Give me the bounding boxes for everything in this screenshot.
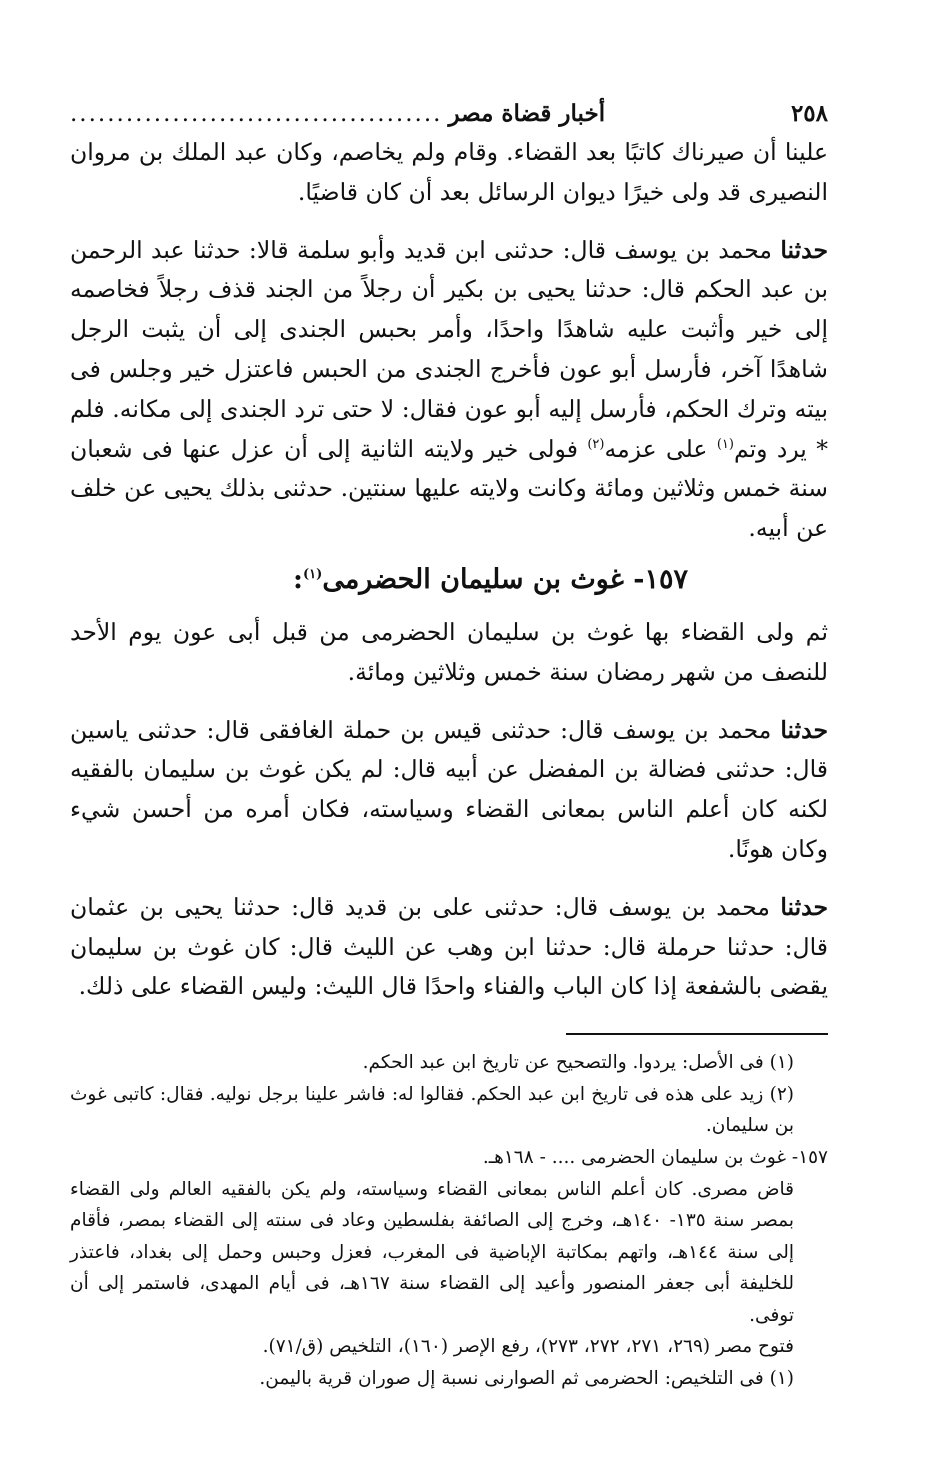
biography-sources: فتوح مصر (٢٦٩، ٢٧١، ٢٧٢، ٢٧٣)، رفع الإصر (١٦٠)، التلخيص (ق/٧١). (262, 1336, 794, 1358)
paragraph-text: محمد بن يوسف قال: حدثنى ابن قديد وأبو سلمة قالا: حدثنا عبد الرحمن بن عبد الحكم قال: حدثنا يحيى بن بكير أن رجلاً من الجند قذف رجلاً فخاصمه إلى خير وأثبت عليه شاهدًا واحدًا، وأمر بحبس الجندى إلى أن يثبت الرجل شاهدًا آخر، فأرسل أبو عون فأخرج الجندى من الحبس فاعتزل خير وجلس فى بيته وترك الحكم، فأرسل إليه أبو عون فقال: لا حتى ترد الجندى إلى مكانه. فلم * يرد وتم (70, 235, 828, 463)
paragraph-4 (70, 711, 828, 870)
footnote-1: (١) فى الأصل: يردوا. والتصحيح عن تاريخ ابن عبد الحكم. (362, 1052, 794, 1074)
paragraph-lead: حدثنا (780, 715, 828, 744)
paragraph-text: محمد بن يوسف قال: حدثنى قيس بن حملة الغافقى قال: حدثنى ياسين قال: حدثنى فضالة بن المفضل عن أبيه قال: لم يكن غوث بن سليمان بالفقيه لكنه كان أعلم الناس بمعانى القضاء وسياسته، فكان أمره من أحسن شيء وكان هونًا. (70, 715, 828, 863)
paragraph-text: ثم ولى القضاء بها غوث بن سليمان الحضرمى من قبل أبى عون يوم الأحد للنصف من شهر رمضان سنة خمس وثلاثين ومائة. (70, 617, 828, 686)
entry-heading (70, 555, 828, 605)
paragraph-2 (70, 231, 828, 549)
paragraph-lead: حدثنا (780, 235, 828, 264)
paragraph-5 (70, 888, 828, 1007)
footnote-ref-1: (١) (716, 436, 734, 452)
footnote-ref-2: (٢) (587, 436, 605, 452)
paragraph-text-cont: فولى خير ولايته الثانية إلى أن عزل عنها فى شعبان سنة خمس وثلاثين ومائة وكانت ولايته عليها سنتين. حدثنى بذلك يحيى عن خلف عن أبيه. (70, 434, 828, 543)
paragraph-text-cont: على عزمه (604, 434, 717, 463)
page-number: ٢٥٨ (790, 100, 828, 127)
paragraph-lead: حدثنا (780, 892, 828, 921)
entry-heading-text: ١٥٧- غوث بن سليمان الحضرمى (322, 563, 688, 595)
biography-title: ١٥٧- غوث بن سليمان الحضرمى .... - ١٦٨هـ. (482, 1146, 828, 1168)
paragraph-text: علينا أن صيرناك كاتبًا بعد القضاء. وقام ولم يخاصم، وكان عبد الملك بن مروان النصيرى قد ولى خيرًا ديوان الرسائل بعد أن كان قاضيًا. (70, 138, 828, 206)
running-header (70, 95, 828, 133)
footnote-2: (٢) زيد على هذه فى تاريخ ابن عبد الحكم. فقالوا له: فاشر علينا برجل نوليه. فقال: كاتبى غوث بن سليمان. (70, 1083, 794, 1137)
biography-text: قاض مصرى. كان أعلم الناس بمعانى القضاء وسياسته، ولم يكن بالفقيه العالم ولى القضاء بمصر سنة ١٣٥- ١٤٠هـ، وخرج إلى الصائفة بفلسطين وعاد فى سنته إلى القضاء بمصر، فأقام إلى سنة ١٤٤هـ، واتهم بمكاتبة الإباضية فى المغرب، فعزل وحبس وحمل إلى بغداد، فاعتذر للخليفة أبى جعفر المنصور وأعيد إلى القضاء سنة ١٦٧هـ، فى أيام المهدى، فاستمر إلى أن توفى. (70, 1178, 795, 1326)
paragraph-3 (70, 613, 828, 693)
footnote-3: (١) فى التلخيص: الحضرمى ثم الصوارنى نسبة إل صوران قرية باليمن. (259, 1368, 794, 1390)
heading-colon: : (293, 563, 304, 595)
book-title: أخبار قضاة مصر (448, 100, 606, 127)
main-text (70, 133, 828, 1007)
footnotes (70, 1047, 828, 1395)
header-title-group (70, 95, 605, 133)
paragraph-text: محمد بن يوسف قال: حدثنى على بن قديد قال: حدثنا يحيى بن عثمان قال: حدثنا حرملة قال: حدثنا ابن وهب عن الليث قال: كان غوث بن سليمان يقضى بالشفعة إذا كان الباب والفناء واحدًا قال الليث: وليس القضاء على ذلك. (70, 892, 828, 1001)
footnote-separator (566, 1033, 828, 1035)
heading-footnote-ref: (١) (303, 566, 323, 582)
paragraph-1 (70, 133, 828, 213)
header-leader-dots: ........................................ (70, 101, 443, 127)
book-page (70, 95, 828, 1395)
